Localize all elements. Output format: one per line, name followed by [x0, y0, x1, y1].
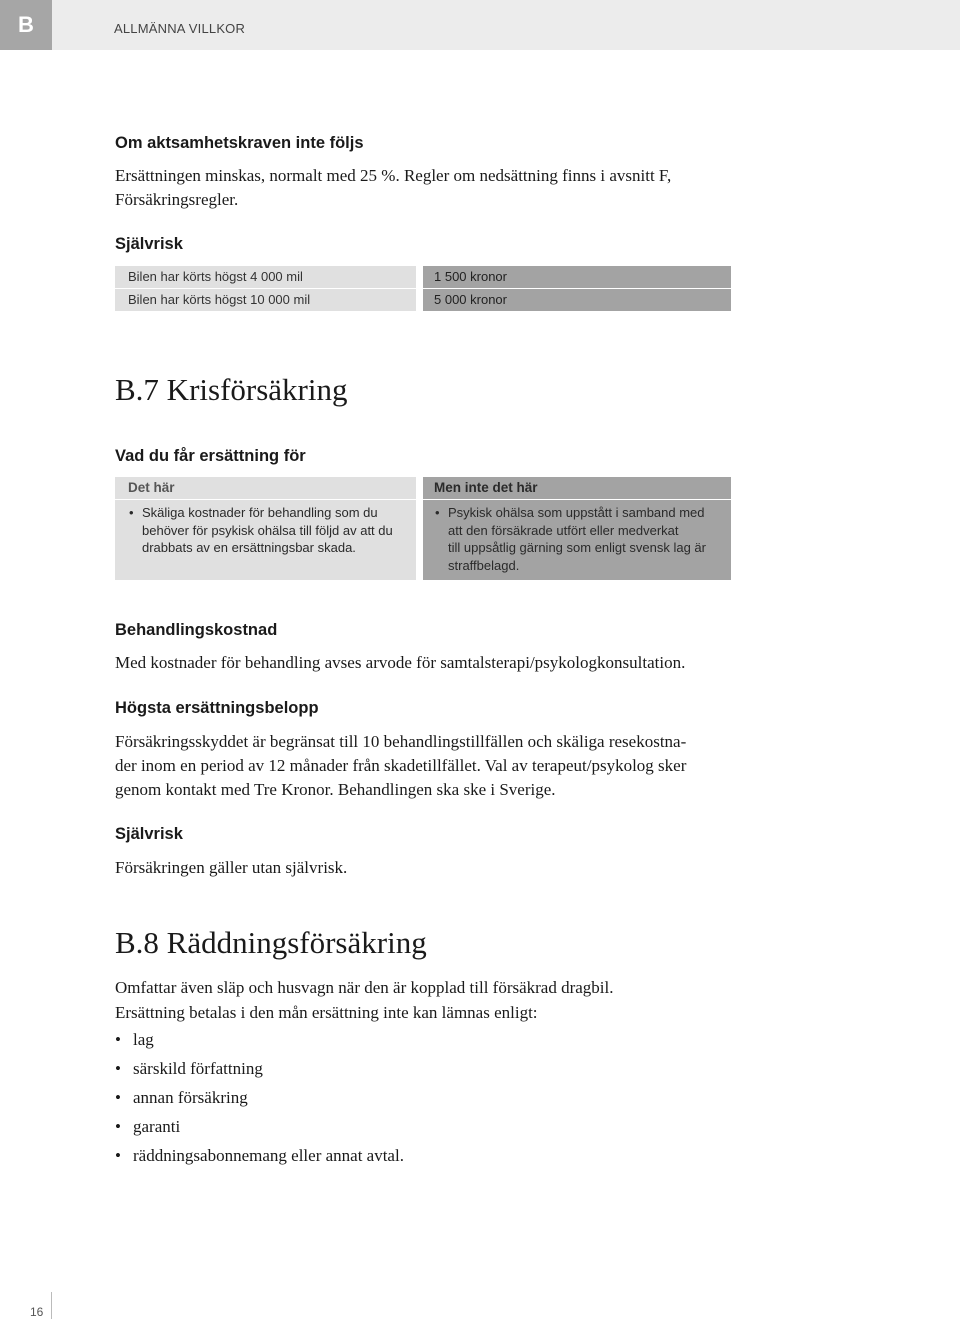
not-covered-body	[423, 500, 731, 574]
hogsta-line-3: genom kontakt med Tre Kronor. Behandlingen ska ske i Sverige.	[115, 780, 556, 799]
aktsamhet-heading: Om aktsamhetskraven inte följs	[115, 134, 364, 152]
table-cell-condition: Bilen har körts högst 10 000 mil	[115, 289, 416, 311]
table-row	[115, 289, 731, 311]
table-cell-amount: 1 500 kronor	[423, 266, 731, 288]
chapter-title-b8: B.8 Räddningsförsäkring	[115, 925, 427, 960]
bullet-icon: •	[115, 1030, 121, 1049]
aktsamhet-line-1: Ersättningen minskas, normalt med 25 %. Regler om nedsättning finns i avsnitt F,	[115, 166, 672, 185]
bullet-icon: •	[115, 1146, 121, 1165]
list-item-text: annan försäkring	[133, 1088, 248, 1107]
list-item-text: räddningsabonnemang eller annat avtal.	[133, 1146, 404, 1165]
page-number-divider	[51, 1292, 52, 1319]
table-cell-condition: Bilen har körts högst 4 000 mil	[115, 266, 416, 288]
list-item	[115, 1144, 404, 1173]
chapter-title-b7: B.7 Krisförsäkring	[115, 372, 348, 407]
table-cell-amount: 5 000 kronor	[423, 289, 731, 311]
covered-line: Skäliga kostnader för behandling som du	[142, 505, 378, 520]
not-covered-line: straffbelagd.	[448, 557, 520, 573]
list-item-text: lag	[133, 1030, 154, 1049]
sjalvrisk-table	[115, 266, 731, 312]
coverage-heading: Vad du får ersättning för	[115, 447, 306, 465]
behandling-text: Med kostnader för behandling avses arvode för samtalsterapi/psykologkonsultation.	[115, 653, 686, 672]
hogsta-line-2: der inom en period av 12 månader från skadetillfället. Val av terapeut/psykolog sker	[115, 756, 687, 775]
b8-line-2: Ersättning betalas i den mån ersättning inte kan lämnas enligt:	[115, 1003, 538, 1022]
not-covered-line: till uppsåtlig gärning som enligt svensk lag är	[448, 540, 706, 555]
b8-line-1: Omfattar även släp och husvagn när den är kopplad till försäkrad dragbil.	[115, 978, 614, 997]
page-number: 16	[30, 1305, 44, 1319]
sjalvrisk-b7-text: Försäkringen gäller utan självrisk.	[115, 858, 348, 877]
bullet-icon: •	[115, 1117, 121, 1136]
list-item	[115, 1028, 404, 1057]
covered-line: behöver för psykisk ohälsa till följd av att du	[142, 522, 393, 538]
header-title: ALLMÄNNA VILLKOR	[114, 21, 246, 36]
behandling-heading: Behandlingskostnad	[115, 621, 278, 639]
not-covered-line: Psykisk ohälsa som uppstått i samband med	[448, 505, 705, 520]
list-item	[115, 1115, 404, 1144]
table-row	[115, 266, 731, 288]
not-covered-line: att den försäkrade utfört eller medverkat	[448, 522, 679, 538]
hogsta-line-1: Försäkringsskyddet är begränsat till 10 behandlingstillfällen och skäliga resekostna-	[115, 732, 687, 751]
covered-box	[115, 477, 416, 580]
aktsamhet-line-2: Försäkringsregler.	[115, 190, 239, 209]
bullet-icon: •	[115, 1088, 121, 1107]
b8-list	[115, 1028, 404, 1173]
bullet-icon: •	[115, 1059, 121, 1078]
hogsta-heading: Högsta ersättningsbelopp	[115, 699, 319, 717]
not-covered-box	[423, 477, 731, 580]
not-covered-head: Men inte det här	[423, 477, 731, 500]
list-item-text: garanti	[133, 1117, 181, 1136]
list-item	[115, 1057, 404, 1086]
sjalvrisk-heading: Självrisk	[115, 235, 183, 253]
bullet-icon: •	[435, 505, 440, 520]
list-item-text: särskild författning	[133, 1059, 263, 1078]
sjalvrisk-b7-heading: Självrisk	[115, 825, 183, 843]
section-letter: B	[0, 0, 52, 50]
list-item	[115, 1086, 404, 1115]
covered-head: Det här	[115, 477, 416, 500]
covered-body	[115, 500, 416, 557]
bullet-icon: •	[129, 505, 134, 520]
covered-line: drabbats av en ersättningsbar skada.	[142, 540, 356, 555]
